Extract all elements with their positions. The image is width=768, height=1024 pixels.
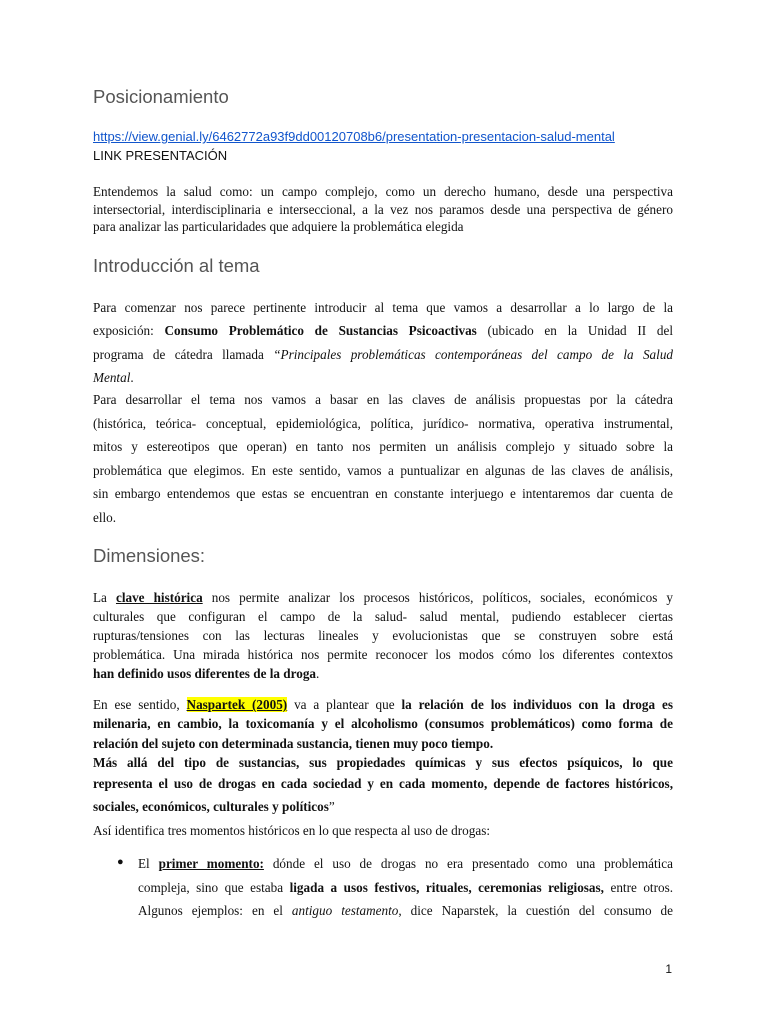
text-line: para analizar las particularidades que adquiere la problemática elegida bbox=[93, 219, 464, 234]
clave-historica-term: clave histórica bbox=[115, 590, 203, 605]
text-line: El primer momento: dónde el uso de drogas no era presentado como una problemática bbox=[138, 856, 673, 871]
text-line: Más allá del tipo de sustancias, sus propiedades químicas y sus efectos psíquicos, lo que bbox=[93, 754, 673, 770]
unit-title: “Principales problemáticas contemporáneas del campo de la Salud bbox=[273, 346, 674, 362]
paragraph-naspartek bbox=[93, 695, 673, 772]
text-line: relación del sujeto con determinada sustancia, tienen muy poco tiempo. bbox=[93, 735, 494, 751]
paragraph-intro bbox=[93, 296, 673, 389]
primer-momento-term: primer momento: bbox=[158, 856, 264, 871]
bullet-icon: ● bbox=[117, 856, 124, 868]
text-line: milenaria, en cambio, la toxicomanía y el alcoholismo (consumos problemáticos) como forma de bbox=[93, 716, 673, 732]
text-line: exposición: Consumo Problemático de Sustancias Psicoactivas (ubicado en la Unidad II del bbox=[93, 323, 673, 339]
text-line: programa de cátedra llamada “Principales problemáticas contemporáneas del campo de la Salud bbox=[93, 346, 674, 362]
presentation-link[interactable]: https://view.genial.ly/6462772a93f9dd00120708b6/presentation-presentacion-salud-mental bbox=[93, 129, 615, 144]
page-number: 1 bbox=[665, 962, 672, 976]
text-line: Para desarrollar el tema nos vamos a basar en las claves de análisis propuestas por la cátedra bbox=[93, 392, 673, 407]
text-line: La clave histórica nos permite analizar los procesos históricos, políticos, sociales, económicos y bbox=[93, 590, 673, 605]
paragraph-salud bbox=[93, 183, 673, 236]
text-line: Entendemos la salud como: un campo complejo, como un derecho humano, desde una perspectiva bbox=[93, 184, 673, 199]
text-line: intersectorial, interdisciplinaria e interseccional, a la vez nos paramos desde una perspectiva de género bbox=[93, 201, 673, 217]
text-line: culturales que configuran el campo de la salud- salud mental, pudiendo establecer ciertas bbox=[93, 609, 673, 624]
citation-highlight: Naspartek (2005) bbox=[186, 697, 288, 712]
text-line: Mental. bbox=[93, 369, 134, 385]
text-line: compleja, sino que estaba ligada a usos festivos, rituales, ceremonias religiosas, entre otros. bbox=[138, 879, 673, 895]
text-line: mitos y estereotipos que operan) en tanto nos permiten un análisis complejo y situado sobre la bbox=[93, 439, 673, 454]
paragraph-clave-historica bbox=[93, 588, 673, 683]
paragraph-claves bbox=[93, 388, 673, 529]
list-item-primer-momento bbox=[138, 852, 673, 923]
topic-title: Consumo Problemático de Sustancias Psicoactivas bbox=[164, 323, 477, 339]
text-line: En ese sentido, Naspartek (2005) va a plantear que la relación de los individuos con la droga es bbox=[93, 697, 673, 712]
text-line: han definido usos diferentes de la droga. bbox=[93, 666, 320, 681]
heading-posicionamiento: Posicionamiento bbox=[93, 86, 229, 107]
link-label: LINK PRESENTACIÓN bbox=[93, 148, 228, 163]
paragraph-naspartek-cont bbox=[93, 772, 673, 842]
text-line: Algunos ejemplos: en el antiguo testamento, dice Naparstek, la cuestión del consumo de bbox=[138, 903, 673, 918]
text-line: Para comenzar nos parece pertinente introducir al tema que vamos a desarrollar a lo largo de la bbox=[93, 300, 673, 315]
text-line: rupturas/tensiones con las lecturas lineales y evolucionistas que se construyen sobre está bbox=[93, 628, 673, 643]
text-line: ello. bbox=[93, 509, 117, 525]
text-line: problemática que elegimos. En este sentido, vamos a puntualizar en algunas de las claves de análisis, bbox=[93, 462, 673, 478]
text-line: problemática. Una mirada histórica nos permite reconocer los modos cómo los diferentes contextos bbox=[93, 647, 673, 662]
text-line: representa el uso de drogas en cada sociedad y en cada momento, depende de factores históricos, bbox=[93, 776, 673, 791]
text-line: Así identifica tres momentos históricos en lo que respecta al uso de drogas: bbox=[93, 822, 490, 838]
text-line: sociales, económicos, culturales y políticos” bbox=[93, 799, 335, 815]
text-line: (histórica, teórica- conceptual, epidemiológica, política, jurídico- normativa, operativa instrumental, bbox=[93, 415, 673, 431]
text-line: sin embargo entendemos que estas se encuentran en constante interjuego e intentaremos dar cuenta de bbox=[93, 486, 673, 501]
heading-introduccion: Introducción al tema bbox=[93, 255, 260, 276]
heading-dimensiones: Dimensiones: bbox=[93, 545, 206, 566]
